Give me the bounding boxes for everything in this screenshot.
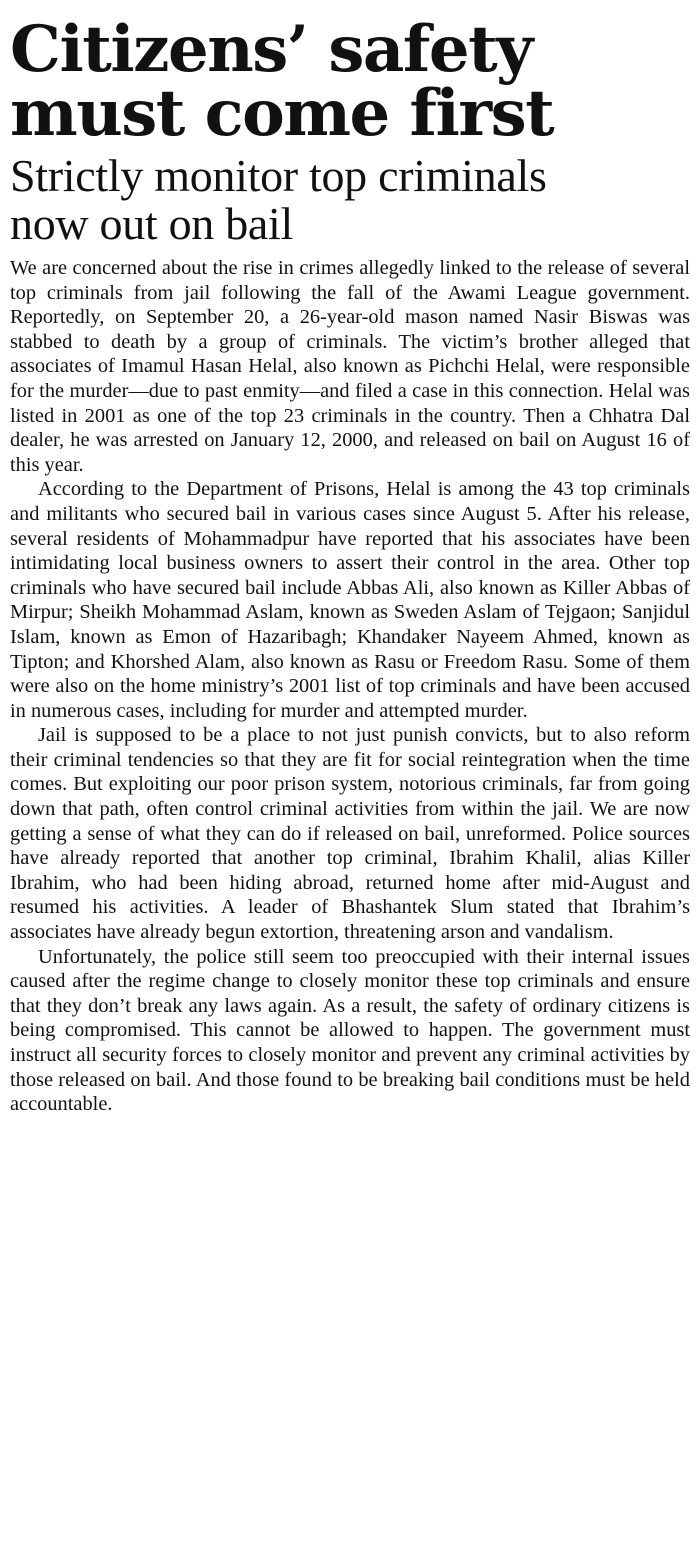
article-body [10,256,690,1117]
paragraph-2: According to the Department of Prisons, Helal is among the 43 top criminals and militants who secured bail in various cases since August 5. After his release, several residents of Mohammadpur have reported that his associates have been intimidating local business owners to assert their control in the area. Other top criminals who have secured bail include Abbas Ali, also known as Killer Abbas of Mirpur; Sheikh Mohammad Aslam, known as Sweden Aslam of Tejgaon; Sanjidul Islam, known as Emon of Hazaribagh; Khandaker Nayeem Ahmed, known as Tipton; and Khorshed Alam, also known as Rasu or Freedom Rasu. Some of them were also on the home ministry’s 2001 list of top criminals and have been accused in numerous cases, including for murder and attempted murder. [10,478,690,722]
headline-line-1: Citizens’ safety [10,12,532,87]
headline-line-2: must come first [10,76,554,151]
subheadline-line-1: Strictly monitor top criminals [10,150,547,201]
paragraph-4: Unfortunately, the police still seem too preoccupied with their internal issues caused after the regime change to closely monitor these top criminals and ensure that they don’t break any laws again. As a result, the safety of ordinary citizens is being compromised. This cannot be allowed to happen. The government must instruct all security forces to closely monitor and prevent any criminal activities by those released on bail. And those found to be breaking bail conditions must be held accountable. [10,945,690,1116]
headline [10,12,690,151]
subheadline-line-2: now out on bail [10,198,293,249]
subheadline [10,152,690,248]
paragraph-3: Jail is supposed to be a place to not just punish convicts, but to also reform their criminal tendencies so that they are fit for social reintegration when the time comes. But exploiting our poor prison system, notorious criminals, far from going down that path, often control criminal activities from within the jail. We are now getting a sense of what they can do if released on bail, unreformed. Police sources have already reported that another top criminal, Ibrahim Khalil, alias Killer Ibrahim, who had been hiding abroad, returned home after mid-August and resumed his activities. A leader of Bhashantek Slum stated that Ibrahim’s associates have already begun extortion, threatening arson and vandalism. [10,724,690,944]
paragraph-1: We are concerned about the rise in crimes allegedly linked to the release of several top criminals from jail following the fall of the Awami League government. Reportedly, on September 20, a 26-year-old mason named Nasir Biswas was stabbed to death by a group of criminals. The victim’s brother alleged that associates of Imamul Hasan Helal, also known as Pichchi Helal, were responsible for the murder—due to past enmity—and filed a case in this connection. Helal was listed in 2001 as one of the top 23 criminals in the country. Then a Chhatra Dal dealer, he was arrested on January 12, 2000, and released on bail on August 16 of this year. [10,257,690,476]
